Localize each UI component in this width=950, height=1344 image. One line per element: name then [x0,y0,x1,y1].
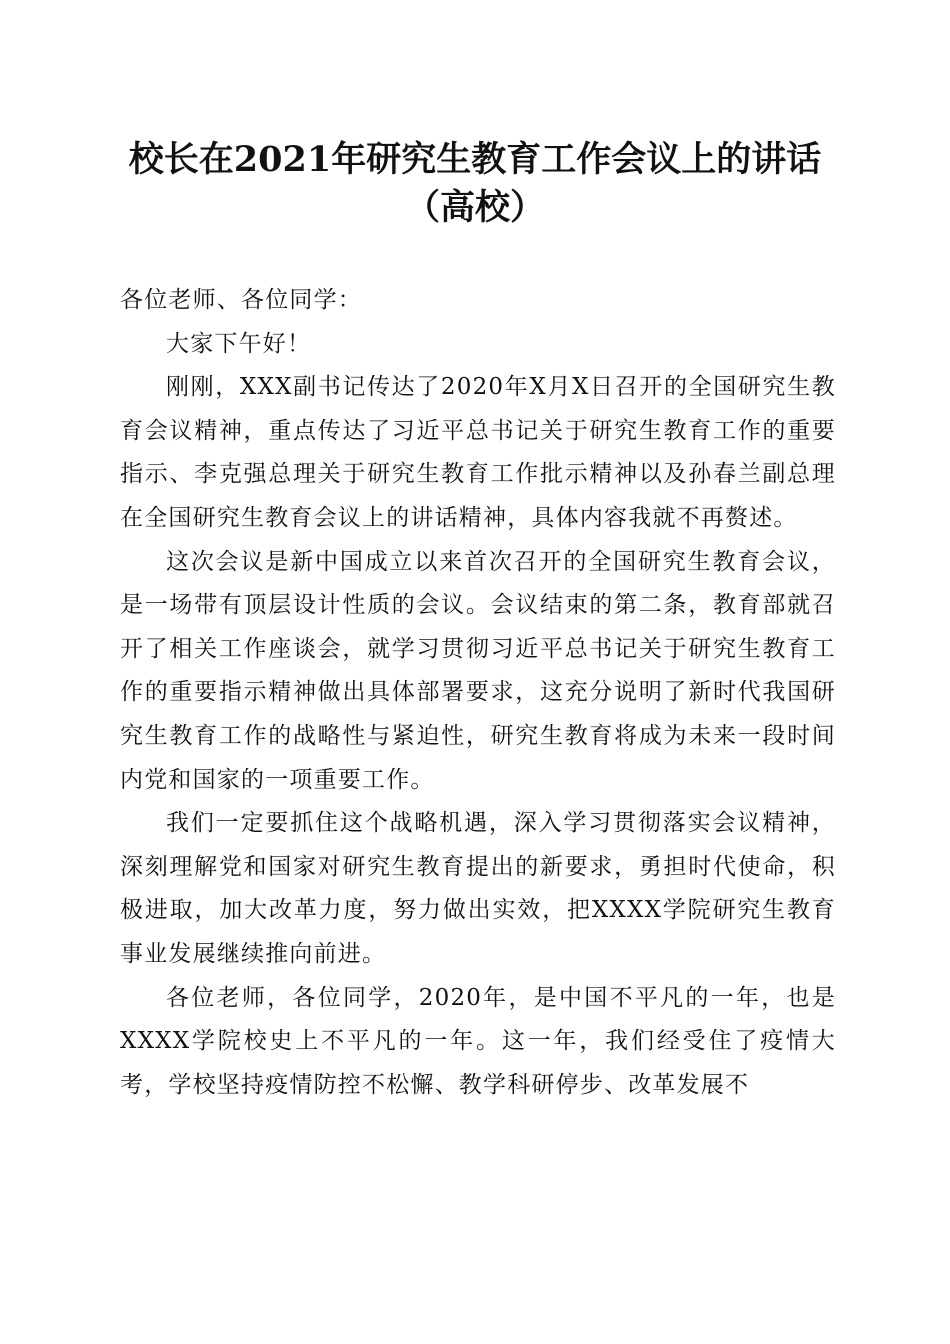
document-title: 校长在2021年研究生教育工作会议上的讲话 [128,139,822,180]
document-subtitle: （高校） [404,187,545,228]
document-body [120,279,836,1107]
salutation: 各位老师、各位同学： [120,287,362,313]
paragraph-greeting: 大家下午好！ [166,330,312,357]
paragraph: 这次会议是新中国成立以来首次召开的全国研究生教育会议，是一场带有顶层设计性质的会议。会议结束的第二条，教育部就召开了相关工作座谈会，就学习贯彻习近平总书记关于研究生教育工作的重要指示精神做出具体部署要求，这充分说明了新时代我国研究生教育工作的战略性与紧迫性，研究生教育将成为未来一段时间内党和国家的一项重要工作。 [120,548,836,793]
paragraph: 各位老师，各位同学，2020年，是中国不平凡的一年，也是XXXX学院校史上不平凡的一年。这一年，我们经受住了疫情大考，学校坚持疫情防控不松懈、教学科研停步、改革发展不 [120,984,836,1098]
paragraph: 我们一定要抓住这个战略机遇，深入学习贯彻落实会议精神，深刻理解党和国家对研究生教育提出的新要求，勇担时代使命，积极进取，加大改革力度，努力做出实效，把XXXX学院研究生教育事业发展继续推向前进。 [120,810,836,967]
paragraph: 刚刚，XXX副书记传达了2020年X月X日召开的全国研究生教育会议精神，重点传达了习近平总书记关于研究生教育工作的重要指示、李克强总理关于研究生教育工作批示精神以及孙春兰副总理在全国研究生教育会议上的讲话精神，具体内容我就不再赘述。 [120,374,836,531]
